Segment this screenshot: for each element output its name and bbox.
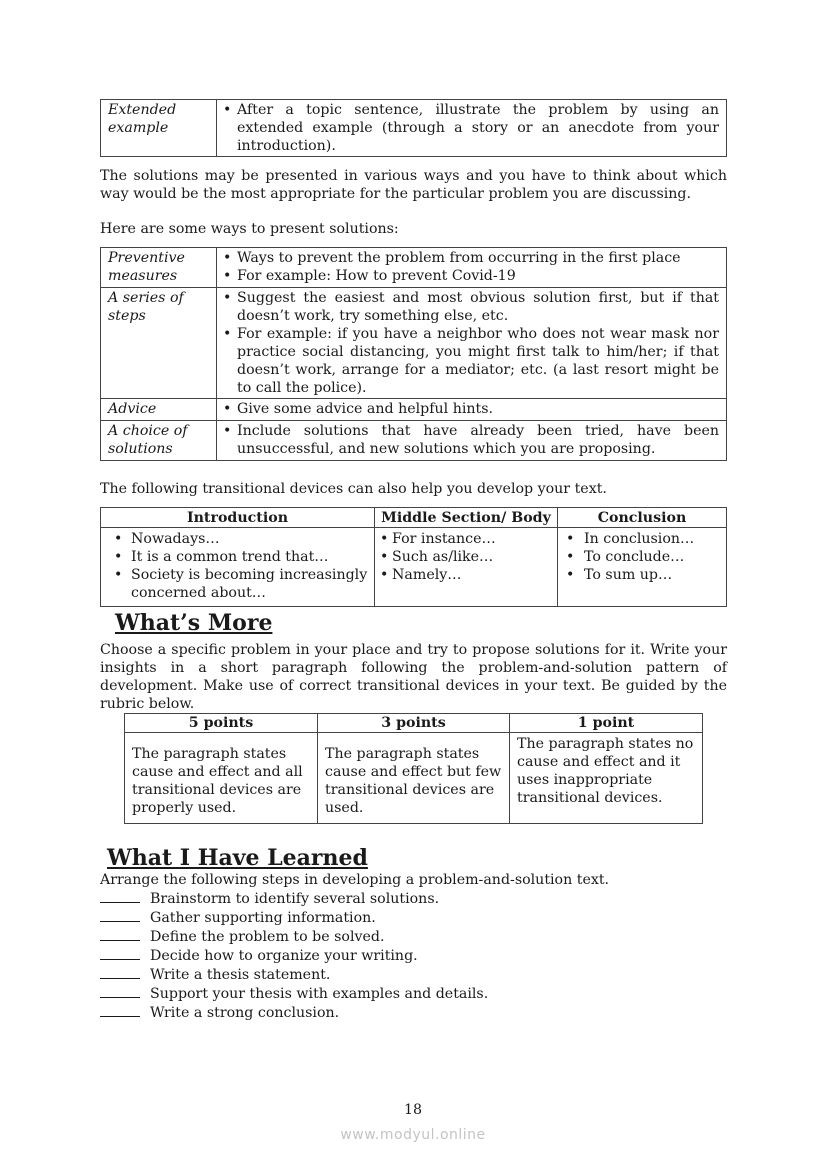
table-row (101, 421, 727, 461)
intro-paragraph: The solutions may be presented in various ways and you have to think about which way would be the most appropriate for the particular problem you are discussing. (100, 168, 727, 202)
column-header: 1 point (510, 714, 703, 733)
list-item: • Give some advice and helpful hints. (222, 400, 719, 418)
table-header-row (101, 508, 727, 528)
list-item: • For example: if you have a neighbor who does not wear mask nor practice social distancing, you might first talk to him/her; if that doesn’t work, arrange for a mediator; etc. (a last resort might be to call the police). (222, 325, 719, 397)
list-item: • Namely… (379, 566, 553, 584)
list-item: Brainstorm to identify several solutions. (100, 889, 727, 908)
what-i-have-learned-heading: What I Have Learned (107, 845, 368, 871)
column-header: Middle Section/ Body (375, 508, 558, 528)
list-item: • To sum up… (562, 566, 722, 584)
watermark: www.modyul.online (340, 1127, 486, 1143)
rubric-cell: The paragraph states cause and effect and all transitional devices are properly used. (125, 733, 318, 824)
column-header: 5 points (125, 714, 318, 733)
solutions-table (100, 247, 727, 461)
solutions-intro: Here are some ways to present solutions: (100, 221, 399, 237)
row-label: A series of steps (101, 288, 217, 399)
table-header-row (125, 714, 703, 733)
list-item: Write a strong conclusion. (100, 1003, 727, 1022)
answer-blank[interactable] (100, 927, 140, 941)
list-item: Write a thesis statement. (100, 965, 727, 984)
answer-blank[interactable] (100, 946, 140, 960)
answer-blank[interactable] (100, 965, 140, 979)
rubric-cell: The paragraph states no cause and effect and it uses inappropriate transitional devices. (510, 733, 703, 824)
list-item: Define the problem to be solved. (100, 927, 727, 946)
list-item: • It is a common trend that… (105, 548, 370, 566)
transitions-table (100, 507, 727, 607)
list-item: • Society is becoming increasingly concerned about… (105, 566, 370, 602)
rubric-table (124, 713, 703, 824)
row-label: Preventive measures (101, 248, 217, 288)
answer-blank[interactable] (100, 908, 140, 922)
steps-list (100, 889, 727, 1022)
answer-blank[interactable] (100, 1003, 140, 1017)
extended-example-table (100, 99, 727, 157)
transitions-intro: The following transitional devices can also help you develop your text. (100, 481, 607, 497)
list-item: • After a topic sentence, illustrate the problem by using an extended example (through a story or an anecdote from your introduction). (222, 101, 719, 155)
learned-instructions: Arrange the following steps in developing a problem-and-solution text. (100, 872, 610, 888)
answer-blank[interactable] (100, 984, 140, 998)
whats-more-instructions: Choose a specific problem in your place and try to propose solutions for it. Write your insights in a short paragraph following the problem-and-solution pattern of development. Make use of correct transitional devices in your text. Be guided by the rubric below. (100, 642, 727, 712)
list-item: • Such as/like… (379, 548, 553, 566)
list-item: Support your thesis with examples and details. (100, 984, 727, 1003)
list-item: • In conclusion… (562, 530, 722, 548)
list-item: Decide how to organize your writing. (100, 946, 727, 965)
page-content (100, 99, 727, 1022)
row-label: Advice (101, 399, 217, 421)
whats-more-heading: What’s More (115, 610, 273, 636)
list-item: • Nowadays… (105, 530, 370, 548)
list-item: • Suggest the easiest and most obvious solution first, but if that doesn’t work, try something else, etc. (222, 289, 719, 325)
column-header: Conclusion (558, 508, 727, 528)
list-item: • For example: How to prevent Covid-19 (222, 267, 719, 285)
page-number: 18 (403, 1102, 423, 1118)
row-label: A choice of solutions (101, 421, 217, 461)
list-item: • To conclude… (562, 548, 722, 566)
row-label: Extended example (101, 100, 217, 157)
list-item: Gather supporting information. (100, 908, 727, 927)
list-item: • Include solutions that have already been tried, have been unsuccessful, and new solutions which you are proposing. (222, 422, 719, 458)
rubric-cell: The paragraph states cause and effect but few transitional devices are used. (318, 733, 510, 824)
table-row (101, 288, 727, 399)
table-row (101, 528, 727, 607)
table-row (101, 100, 727, 157)
list-item: • For instance… (379, 530, 553, 548)
column-header: Introduction (101, 508, 375, 528)
list-item: • Ways to prevent the problem from occurring in the first place (222, 249, 719, 267)
table-row (101, 399, 727, 421)
answer-blank[interactable] (100, 889, 140, 903)
column-header: 3 points (318, 714, 510, 733)
table-row (125, 733, 703, 824)
table-row (101, 248, 727, 288)
